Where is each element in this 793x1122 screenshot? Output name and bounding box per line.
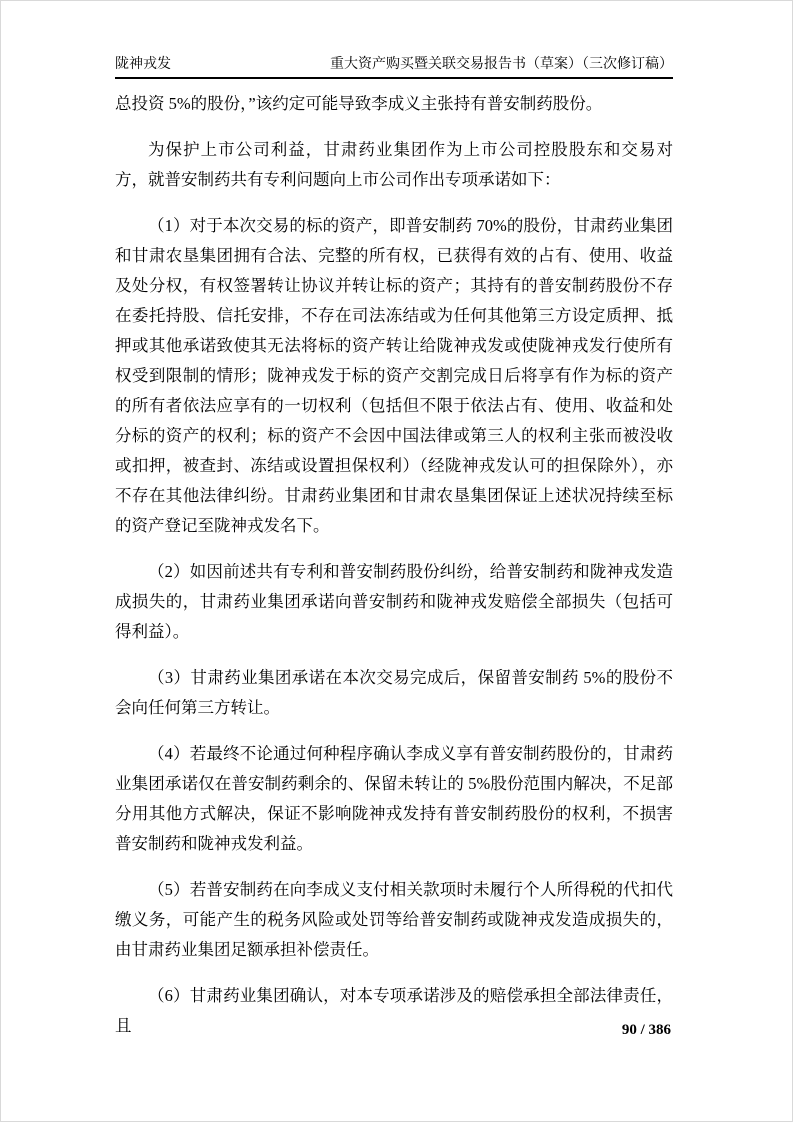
paragraph-item-5: （5）若普安制药在向李成义支付相关款项时未履行个人所得税的代扣代缴义务，可能产生的税务风险或处罚等给普安制药或陇神戎发造成损失的，由甘肃药业集团足额承担补偿责任。	[115, 880, 673, 959]
paragraph-item-6: （6）甘肃药业集团确认，对本专项承诺涉及的赔偿承担全部法律责任，且	[115, 986, 673, 1035]
page-header	[115, 56, 673, 79]
header-report-title: 重大资产购买暨关联交易报告书（草案）（三次修订稿）	[330, 57, 673, 72]
paragraph-item-4: （4）若最终不论通过何种程序确认李成义享有普安制药股份的，甘肃药业集团承诺仅在普安制药剩余的、保留未转让的 5%股份范围内解决，不足部分用其他方式解决，保证不影响陇神戎发持有普安制药股份的权利，不损害普安制药和陇神戎发利益。	[115, 744, 673, 853]
paragraph-item-2: （2）如因前述共有专利和普安制药股份纠纷，给普安制药和陇神戎发造成损失的，甘肃药业集团承诺向普安制药和陇神戎发赔偿全部损失（包括可得利益）。	[115, 562, 673, 641]
paragraph-intro: 为保护上市公司利益，甘肃药业集团作为上市公司控股股东和交易对方，就普安制药共有专利问题向上市公司作出专项承诺如下：	[115, 140, 673, 189]
page-number: 90 / 386	[621, 1022, 671, 1038]
paragraph-item-3: （3）甘肃药业集团承诺在本次交易完成后，保留普安制药 5%的股份不会向任何第三方转让。	[115, 668, 673, 717]
paragraph-continuation: 总投资 5%的股份，”该约定可能导致李成义主张持有普安制药股份。	[115, 94, 603, 113]
header-company-name: 陇神戎发	[115, 57, 171, 72]
document-body	[115, 89, 673, 1057]
paragraph-item-1: （1）对于本次交易的标的资产，即普安制药 70%的股份，甘肃药业集团和甘肃农垦集团拥有合法、完整的所有权，已获得有效的占有、使用、收益及处分权，有权签署转让协议并转让标的资产；其持有的普安制药股份不存在委托持股、信托安排，不存在司法冻结或为任何其他第三方设定质押、抵押或其他承诺致使其无法将标的资产转让给陇神戎发或使陇神戎发行使所有权受到限制的情形；陇神戎发于标的资产交割完成日后将享有作为标的资产的所有者依法应享有的一切权利（包括但不限于依法占有、使用、收益和处分标的资产的权利；标的资产不会因中国法律或第三人的权利主张而被没收或扣押，被查封、冻结或设置担保权利）（经陇神戎发认可的担保除外），亦不存在其他法律纠纷。甘肃药业集团和甘肃农垦集团保证上述状况持续至标的资产登记至陇神戎发名下。	[115, 216, 673, 535]
